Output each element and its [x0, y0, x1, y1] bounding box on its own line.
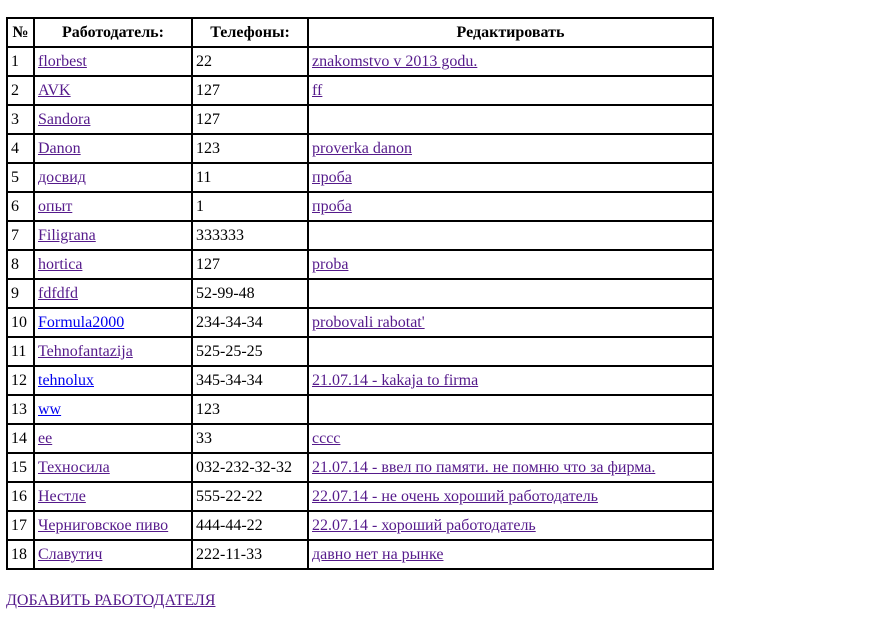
phone-cell: 123 — [192, 395, 308, 424]
row-number: 3 — [7, 105, 34, 134]
table-row — [7, 134, 713, 163]
edit-cell — [308, 47, 713, 76]
table-row — [7, 279, 713, 308]
edit-link[interactable]: давно нет на рынке — [312, 546, 444, 563]
row-number: 7 — [7, 221, 34, 250]
phone-cell: 345-34-34 — [192, 366, 308, 395]
employer-cell — [34, 250, 192, 279]
employer-link[interactable]: ee — [38, 430, 53, 447]
table-row — [7, 221, 713, 250]
employer-link[interactable]: hortica — [38, 256, 83, 273]
phone-cell: 555-22-22 — [192, 482, 308, 511]
edit-cell — [308, 308, 713, 337]
table-row — [7, 424, 713, 453]
edit-cell — [308, 163, 713, 192]
employer-cell — [34, 47, 192, 76]
employer-link[interactable]: Formula2000 — [38, 314, 125, 331]
edit-cell — [308, 395, 713, 424]
employer-cell — [34, 105, 192, 134]
edit-cell — [308, 424, 713, 453]
edit-link[interactable]: 21.07.14 - ввел по памяти. не помню что за фирма. — [312, 459, 656, 476]
row-number: 1 — [7, 47, 34, 76]
employer-link[interactable]: досвид — [38, 169, 86, 186]
phone-cell: 33 — [192, 424, 308, 453]
phone-cell: 127 — [192, 105, 308, 134]
employer-link[interactable]: Славутич — [38, 546, 103, 563]
phone-cell: 333333 — [192, 221, 308, 250]
edit-cell — [308, 221, 713, 250]
employer-link[interactable]: tehnolux — [38, 372, 94, 389]
employer-cell — [34, 134, 192, 163]
edit-link[interactable]: проба — [312, 198, 352, 215]
phone-cell: 222-11-33 — [192, 540, 308, 569]
phone-cell: 127 — [192, 76, 308, 105]
employer-link[interactable]: Техносила — [38, 459, 110, 476]
header-employer: Работодатель: — [34, 18, 192, 47]
phone-cell: 52-99-48 — [192, 279, 308, 308]
table-row — [7, 308, 713, 337]
row-number: 2 — [7, 76, 34, 105]
employer-link[interactable]: ww — [38, 401, 62, 418]
add-employer-link[interactable]: ДОБАВИТЬ РАБОТОДАТЕЛЯ — [6, 592, 216, 609]
edit-link[interactable]: znakomstvo v 2013 godu. — [312, 53, 478, 70]
table-row — [7, 47, 713, 76]
employer-cell — [34, 511, 192, 540]
phone-cell: 525-25-25 — [192, 337, 308, 366]
row-number: 17 — [7, 511, 34, 540]
edit-cell — [308, 511, 713, 540]
table-row — [7, 337, 713, 366]
edit-cell — [308, 192, 713, 221]
employer-link[interactable]: Filigrana — [38, 227, 96, 244]
table-row — [7, 482, 713, 511]
table-row — [7, 250, 713, 279]
employer-cell — [34, 279, 192, 308]
row-number: 4 — [7, 134, 34, 163]
row-number: 18 — [7, 540, 34, 569]
employer-link[interactable]: Нестле — [38, 488, 86, 505]
edit-link[interactable]: proba — [312, 256, 349, 273]
phone-cell: 032-232-32-32 — [192, 453, 308, 482]
edit-cell — [308, 250, 713, 279]
edit-link[interactable]: 22.07.14 - хороший работодатель — [312, 517, 536, 534]
employer-link[interactable]: Sandora — [38, 111, 91, 128]
employer-link[interactable]: опыт — [38, 198, 73, 215]
row-number: 8 — [7, 250, 34, 279]
row-number: 14 — [7, 424, 34, 453]
row-number: 6 — [7, 192, 34, 221]
header-num: № — [7, 18, 34, 47]
edit-link[interactable]: 21.07.14 - kakaja to firma — [312, 372, 479, 389]
employer-cell — [34, 163, 192, 192]
employer-link[interactable]: AVK — [38, 82, 71, 99]
employer-cell — [34, 395, 192, 424]
edit-link[interactable]: ff — [312, 82, 323, 99]
phone-cell: 22 — [192, 47, 308, 76]
table-row — [7, 395, 713, 424]
employer-link[interactable]: florbest — [38, 53, 87, 70]
employer-link[interactable]: fdfdfd — [38, 285, 78, 302]
employer-link[interactable]: Черниговское пиво — [38, 517, 169, 534]
employer-cell — [34, 366, 192, 395]
edit-cell — [308, 366, 713, 395]
table-row — [7, 453, 713, 482]
edit-cell — [308, 540, 713, 569]
row-number: 13 — [7, 395, 34, 424]
edit-link[interactable]: proverka danon — [312, 140, 412, 157]
phone-cell: 127 — [192, 250, 308, 279]
table-row — [7, 163, 713, 192]
employer-cell — [34, 453, 192, 482]
table-row — [7, 105, 713, 134]
edit-cell — [308, 482, 713, 511]
header-row — [7, 18, 713, 47]
phone-cell: 123 — [192, 134, 308, 163]
table-row — [7, 366, 713, 395]
header-edit: Редактировать — [308, 18, 713, 47]
phone-cell: 11 — [192, 163, 308, 192]
edit-cell — [308, 134, 713, 163]
employer-cell — [34, 221, 192, 250]
row-number: 12 — [7, 366, 34, 395]
edit-cell — [308, 337, 713, 366]
edit-cell — [308, 453, 713, 482]
employer-cell — [34, 76, 192, 105]
phone-cell: 234-34-34 — [192, 308, 308, 337]
table-row — [7, 511, 713, 540]
row-number: 16 — [7, 482, 34, 511]
table-row — [7, 192, 713, 221]
row-number: 15 — [7, 453, 34, 482]
row-number: 9 — [7, 279, 34, 308]
employer-cell — [34, 482, 192, 511]
row-number: 5 — [7, 163, 34, 192]
phone-cell: 1 — [192, 192, 308, 221]
table-row — [7, 76, 713, 105]
employer-link[interactable]: Danon — [38, 140, 81, 157]
employer-link[interactable]: Tehnofantazija — [38, 343, 133, 360]
employer-cell — [34, 540, 192, 569]
edit-link[interactable]: проба — [312, 169, 352, 186]
edit-cell — [308, 279, 713, 308]
edit-link[interactable]: 22.07.14 - не очень хороший работодатель — [312, 488, 598, 505]
employer-cell — [34, 424, 192, 453]
row-number: 10 — [7, 308, 34, 337]
header-phones: Телефоны: — [192, 18, 308, 47]
edit-cell — [308, 76, 713, 105]
employer-cell — [34, 337, 192, 366]
employers-table — [6, 17, 714, 570]
edit-link[interactable]: cccc — [312, 430, 341, 447]
row-number: 11 — [7, 337, 34, 366]
table-row — [7, 540, 713, 569]
edit-cell — [308, 105, 713, 134]
employer-cell — [34, 192, 192, 221]
edit-link[interactable]: probovali rabotat' — [312, 314, 425, 331]
phone-cell: 444-44-22 — [192, 511, 308, 540]
employer-cell — [34, 308, 192, 337]
